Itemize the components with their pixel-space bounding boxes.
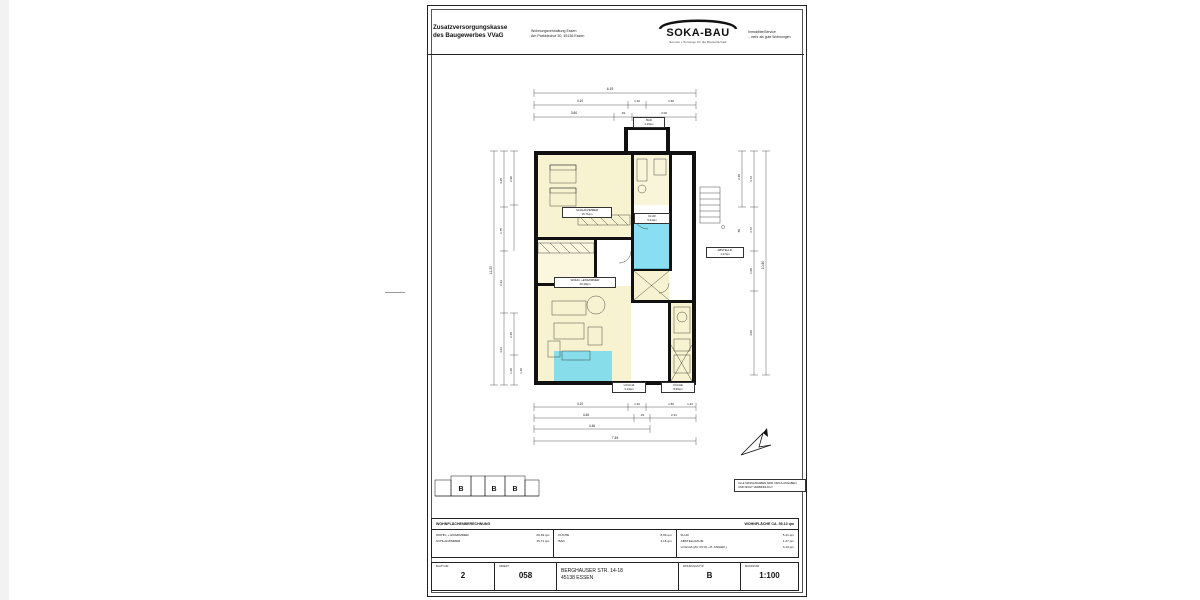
- area-row-label: LOGGIA (ZU 33 %) +H. ANGER.): [680, 545, 727, 549]
- room-name: BAD: [646, 118, 652, 122]
- area-row-label: SCHLAFZIMMER: [436, 539, 461, 543]
- room-label-schlafzimmer: [562, 207, 612, 218]
- svg-text:4.00: 4.00: [749, 330, 753, 336]
- area-row: [436, 538, 549, 544]
- sheet-number-cell: [432, 563, 494, 590]
- svg-text:1.50: 1.50: [668, 402, 674, 406]
- key-plan: [432, 468, 542, 508]
- svg-text:.33: .33: [620, 111, 626, 115]
- svg-text:1.75: 1.75: [499, 228, 503, 234]
- area-column-3: [676, 530, 798, 558]
- svg-text:3.72: 3.72: [749, 227, 753, 233]
- service-line1: ImmobilienService: [748, 30, 776, 34]
- disclaimer-note: ALLE MASSANGABEN SIND CIRCA-ANGABEN UND NICHT VERBINDLICH !: [734, 479, 806, 492]
- object-number-cell: [494, 563, 556, 590]
- area-row-label: KÜCHE: [558, 533, 570, 537]
- room-label-loggia: [612, 382, 646, 393]
- room-name: FLUR: [648, 214, 656, 218]
- organization-name: [433, 24, 507, 40]
- room-name: SCHLAFZIMMER: [575, 208, 599, 212]
- svg-text:3.60: 3.60: [570, 111, 578, 115]
- svg-text:2.40: 2.40: [509, 332, 513, 338]
- organization-line2: des Baugewerbes VVaG: [433, 32, 504, 39]
- area-table-title: WOHNFLÄCHENBERECHNUNG: [436, 522, 491, 526]
- area-column-2: [553, 530, 675, 558]
- scale-cell: [740, 563, 798, 590]
- room-area: 4.16qm: [644, 121, 654, 126]
- svg-text:2.48: 2.48: [737, 174, 741, 180]
- room-name: WOHN- +ESSZIMMER: [570, 278, 600, 282]
- address-line2: 45138 ESSEN: [561, 575, 594, 581]
- area-row-label: FLUR: [680, 533, 689, 537]
- left-blank-sheet: [9, 0, 385, 600]
- room-label-kueche: [661, 382, 695, 393]
- keyplan-marker-b1: B: [458, 486, 464, 493]
- area-row-value: 20.49 qm: [536, 533, 550, 537]
- svg-text:1.08: 1.08: [749, 268, 753, 274]
- svg-text:1.32: 1.32: [634, 99, 640, 103]
- svg-text:2.00: 2.00: [661, 111, 667, 115]
- svg-text:.33: .33: [639, 413, 645, 417]
- area-row-value: 3.13 qm: [782, 545, 794, 549]
- svg-text:6.19: 6.19: [606, 87, 614, 91]
- area-row-label: WOHN- + ESSZIMMER: [436, 533, 469, 537]
- room-label-wohn-esszimmer: [554, 277, 616, 288]
- room-area: 15.71qm: [581, 211, 593, 216]
- title-block-footer: [431, 562, 799, 591]
- area-table-header: [432, 519, 798, 530]
- sheet-number-value: 2: [460, 571, 466, 580]
- svg-text:4.46: 4.46: [588, 424, 596, 428]
- area-row-value: 4.16 qm: [660, 539, 672, 543]
- room-area: 3.13qm: [624, 386, 634, 391]
- svg-text:10.80: 10.80: [761, 260, 765, 270]
- svg-text:4.10: 4.10: [576, 402, 584, 406]
- total-area-value: 59.13 qm: [778, 522, 794, 526]
- room-area: 20.49qm: [579, 281, 591, 286]
- room-label-flur: [634, 213, 670, 224]
- object-number-label: OBJEKT: [499, 565, 510, 568]
- soka-bau-logo: [653, 16, 743, 44]
- total-area-label: WOHNFLÄCHE CA.: [744, 522, 778, 526]
- area-calculation-table: [431, 518, 799, 558]
- area-row-value: 1.27 qm: [782, 539, 794, 543]
- keyplan-marker-b3: B: [512, 486, 518, 493]
- address-cell: [556, 563, 678, 590]
- room-area: 8.96qm: [673, 386, 683, 391]
- room-name: ABSTELLR.: [717, 248, 733, 252]
- administration-address: [531, 29, 584, 39]
- area-row-value: 5.41 qm: [782, 533, 794, 537]
- svg-text:4.46: 4.46: [582, 413, 590, 417]
- apartment-type-value: B: [706, 571, 713, 580]
- area-row-label: BAD: [558, 539, 565, 543]
- apartment-type-label: WOHNUNGSTYP: [683, 565, 704, 568]
- svg-text:7.49: 7.49: [611, 436, 619, 440]
- svg-text:1.40: 1.40: [509, 368, 513, 374]
- organization-line1: Zusatzversorgungskasse: [433, 24, 508, 31]
- svg-text:2.31: 2.31: [671, 413, 677, 417]
- room-label-abstellraum: [706, 247, 744, 258]
- scale-label: MASSSTAB: [745, 565, 759, 568]
- logo-subtitle: Service • Vorsorge für die Bauwirtschaft: [669, 40, 727, 44]
- svg-text:2.90: 2.90: [509, 176, 513, 182]
- room-label-bad: [633, 117, 665, 128]
- svg-text:2.23: 2.23: [499, 280, 503, 286]
- fold-mark: [385, 292, 405, 293]
- svg-text:.50: .50: [737, 228, 741, 234]
- svg-text:4.63: 4.63: [499, 347, 503, 353]
- room-area: 5.41qm: [647, 217, 657, 222]
- administration-line2: Am Parkblechof 30, 45136 Essen: [531, 34, 585, 38]
- service-line2: ...mehr als gute Wohnungen: [748, 35, 791, 39]
- svg-text:1.31: 1.31: [687, 402, 693, 406]
- room-area: 1.27qm: [720, 251, 730, 256]
- sheet-number-label: BLATT-NR.: [436, 565, 450, 568]
- room-name: KÜCHE: [673, 383, 683, 387]
- apartment-type-cell: [678, 563, 740, 590]
- logo-arc-icon: [656, 16, 740, 29]
- svg-text:11.20: 11.20: [489, 265, 493, 275]
- north-arrow-icon: [737, 425, 781, 461]
- title-header: [428, 6, 804, 55]
- svg-text:4.25: 4.25: [499, 178, 503, 184]
- svg-text:1.32: 1.32: [634, 402, 640, 406]
- service-text: [748, 30, 791, 40]
- administration-line1: Wohnungsverwaltung Essen: [531, 29, 577, 33]
- area-row: [558, 538, 671, 544]
- total-area: [744, 522, 794, 526]
- svg-text:4.10: 4.10: [576, 99, 584, 103]
- room-name: LOGGIA: [623, 383, 635, 387]
- area-row-label: ABSTELLRAUM: [680, 539, 704, 543]
- svg-text:1.40: 1.40: [519, 368, 523, 374]
- svg-text:1.50: 1.50: [668, 99, 674, 103]
- area-row-value: 8.96 qm: [660, 533, 672, 537]
- area-row: [681, 544, 794, 550]
- scale-value: 1:100: [759, 571, 780, 580]
- area-row-value: 15.71 qm: [536, 539, 550, 543]
- keyplan-marker-b2: B: [491, 486, 497, 493]
- area-column-1: [432, 530, 553, 558]
- svg-text:3.72: 3.72: [749, 176, 753, 182]
- logo-text: SOKA-BAU: [666, 27, 730, 39]
- address-line1: BERGHAUSER STR. 14-18: [561, 568, 623, 574]
- object-number-value: 058: [518, 571, 533, 580]
